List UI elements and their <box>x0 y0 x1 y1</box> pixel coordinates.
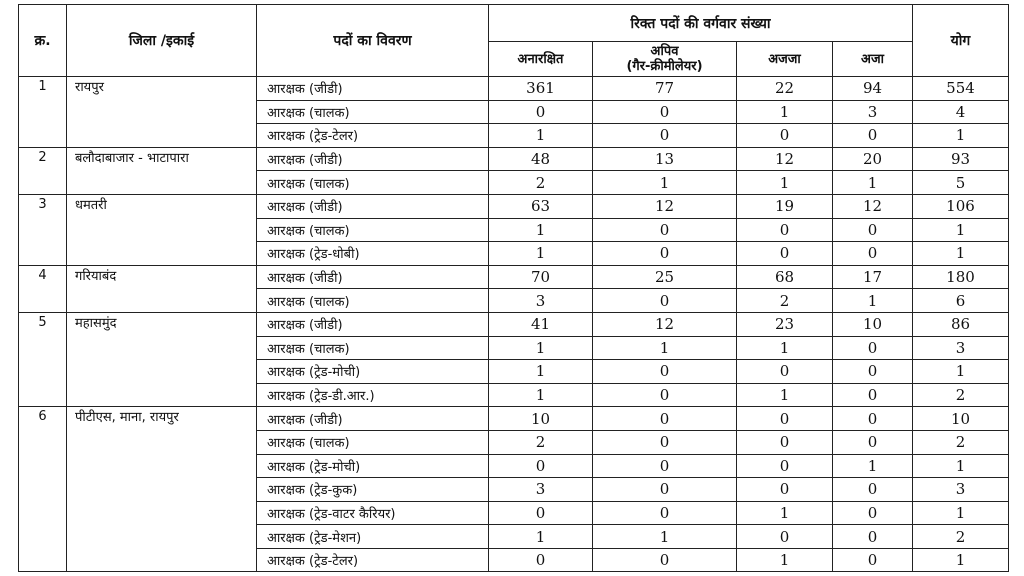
obc-cell: 0 <box>593 242 737 266</box>
st-cell: 0 <box>833 478 913 502</box>
obc-cell: 0 <box>593 478 737 502</box>
st-cell: 0 <box>833 383 913 407</box>
total-cell: 1 <box>913 454 1009 478</box>
st-cell: 12 <box>833 194 913 218</box>
serial-cell: 4 <box>19 265 67 312</box>
unreserved-cell: 41 <box>489 312 593 336</box>
header-sc: अजजा <box>737 42 833 77</box>
total-cell: 5 <box>913 171 1009 195</box>
st-cell: 1 <box>833 289 913 313</box>
total-cell: 1 <box>913 360 1009 384</box>
total-cell: 10 <box>913 407 1009 431</box>
total-cell: 1 <box>913 548 1009 572</box>
st-cell: 0 <box>833 407 913 431</box>
sc-cell: 2 <box>737 289 833 313</box>
district-cell: रायपुर <box>67 77 257 148</box>
total-cell: 2 <box>913 430 1009 454</box>
post-cell: आरक्षक (ट्रेड-डी.आर.) <box>257 383 489 407</box>
obc-cell: 12 <box>593 194 737 218</box>
unreserved-cell: 2 <box>489 430 593 454</box>
post-cell: आरक्षक (चालक) <box>257 171 489 195</box>
obc-cell: 13 <box>593 147 737 171</box>
st-cell: 0 <box>833 501 913 525</box>
sc-cell: 0 <box>737 430 833 454</box>
sc-cell: 1 <box>737 336 833 360</box>
unreserved-cell: 10 <box>489 407 593 431</box>
total-cell: 1 <box>913 124 1009 148</box>
st-cell: 0 <box>833 360 913 384</box>
header-st: अजा <box>833 42 913 77</box>
table-row <box>19 77 1009 101</box>
sc-cell: 0 <box>737 360 833 384</box>
unreserved-cell: 1 <box>489 218 593 242</box>
total-cell: 2 <box>913 383 1009 407</box>
unreserved-cell: 0 <box>489 100 593 124</box>
table-row <box>19 194 1009 218</box>
header-unreserved: अनारक्षित <box>489 42 593 77</box>
sc-cell: 22 <box>737 77 833 101</box>
st-cell: 1 <box>833 171 913 195</box>
district-cell: गरियाबंद <box>67 265 257 312</box>
unreserved-cell: 361 <box>489 77 593 101</box>
sc-cell: 68 <box>737 265 833 289</box>
sc-cell: 1 <box>737 100 833 124</box>
sc-cell: 23 <box>737 312 833 336</box>
post-cell: आरक्षक (चालक) <box>257 218 489 242</box>
obc-cell: 1 <box>593 171 737 195</box>
total-cell: 2 <box>913 525 1009 549</box>
total-cell: 3 <box>913 478 1009 502</box>
total-cell: 3 <box>913 336 1009 360</box>
obc-cell: 0 <box>593 360 737 384</box>
post-cell: आरक्षक (ट्रेड-टेलर) <box>257 124 489 148</box>
unreserved-cell: 48 <box>489 147 593 171</box>
table-row <box>19 265 1009 289</box>
post-cell: आरक्षक (जीडी) <box>257 194 489 218</box>
st-cell: 0 <box>833 548 913 572</box>
obc-cell: 0 <box>593 430 737 454</box>
st-cell: 94 <box>833 77 913 101</box>
obc-cell: 0 <box>593 218 737 242</box>
table-row <box>19 312 1009 336</box>
post-cell: आरक्षक (ट्रेड-मोची) <box>257 454 489 478</box>
st-cell: 0 <box>833 218 913 242</box>
obc-cell: 1 <box>593 336 737 360</box>
obc-cell: 0 <box>593 124 737 148</box>
sc-cell: 1 <box>737 501 833 525</box>
post-cell: आरक्षक (जीडी) <box>257 77 489 101</box>
post-cell: आरक्षक (जीडी) <box>257 147 489 171</box>
obc-cell: 0 <box>593 407 737 431</box>
sc-cell: 0 <box>737 242 833 266</box>
serial-cell: 5 <box>19 312 67 406</box>
post-cell: आरक्षक (ट्रेड-मेशन) <box>257 525 489 549</box>
sc-cell: 12 <box>737 147 833 171</box>
header-obc-label: अपिव <box>650 44 679 59</box>
st-cell: 0 <box>833 124 913 148</box>
sc-cell: 0 <box>737 124 833 148</box>
sc-cell: 1 <box>737 171 833 195</box>
obc-cell: 0 <box>593 289 737 313</box>
table-row <box>19 147 1009 171</box>
unreserved-cell: 2 <box>489 171 593 195</box>
serial-cell: 6 <box>19 407 67 572</box>
post-cell: आरक्षक (ट्रेड-कुक) <box>257 478 489 502</box>
header-total: योग <box>913 5 1009 77</box>
sc-cell: 0 <box>737 218 833 242</box>
unreserved-cell: 70 <box>489 265 593 289</box>
total-cell: 6 <box>913 289 1009 313</box>
header-obc-sublabel: (गैर-क्रीमीलेयर) <box>626 59 703 74</box>
obc-cell: 0 <box>593 383 737 407</box>
sc-cell: 1 <box>737 548 833 572</box>
post-cell: आरक्षक (ट्रेड-धोबी) <box>257 242 489 266</box>
st-cell: 3 <box>833 100 913 124</box>
total-cell: 4 <box>913 100 1009 124</box>
unreserved-cell: 1 <box>489 336 593 360</box>
vacancy-table-container <box>18 4 1008 572</box>
unreserved-cell: 63 <box>489 194 593 218</box>
total-cell: 1 <box>913 242 1009 266</box>
total-cell: 86 <box>913 312 1009 336</box>
serial-cell: 3 <box>19 194 67 265</box>
post-cell: आरक्षक (चालक) <box>257 100 489 124</box>
st-cell: 10 <box>833 312 913 336</box>
post-cell: आरक्षक (जीडी) <box>257 407 489 431</box>
header-vacancy-group: रिक्त पदों की वर्गवार संख्या <box>489 5 913 42</box>
sc-cell: 0 <box>737 407 833 431</box>
st-cell: 0 <box>833 525 913 549</box>
sc-cell: 0 <box>737 454 833 478</box>
st-cell: 0 <box>833 336 913 360</box>
unreserved-cell: 1 <box>489 360 593 384</box>
unreserved-cell: 0 <box>489 548 593 572</box>
total-cell: 1 <box>913 218 1009 242</box>
unreserved-cell: 1 <box>489 242 593 266</box>
obc-cell: 0 <box>593 501 737 525</box>
header-post: पदों का विवरण <box>257 5 489 77</box>
unreserved-cell: 1 <box>489 383 593 407</box>
district-cell: धमतरी <box>67 194 257 265</box>
sc-cell: 1 <box>737 383 833 407</box>
post-cell: आरक्षक (चालक) <box>257 336 489 360</box>
post-cell: आरक्षक (जीडी) <box>257 312 489 336</box>
total-cell: 180 <box>913 265 1009 289</box>
obc-cell: 25 <box>593 265 737 289</box>
obc-cell: 0 <box>593 454 737 478</box>
unreserved-cell: 1 <box>489 124 593 148</box>
table-row <box>19 407 1009 431</box>
total-cell: 93 <box>913 147 1009 171</box>
obc-cell: 0 <box>593 548 737 572</box>
district-cell: पीटीएस, माना, रायपुर <box>67 407 257 572</box>
obc-cell: 77 <box>593 77 737 101</box>
st-cell: 17 <box>833 265 913 289</box>
unreserved-cell: 3 <box>489 289 593 313</box>
sc-cell: 0 <box>737 525 833 549</box>
sc-cell: 19 <box>737 194 833 218</box>
sc-cell: 0 <box>737 478 833 502</box>
total-cell: 554 <box>913 77 1009 101</box>
st-cell: 0 <box>833 430 913 454</box>
header-obc <box>593 42 737 77</box>
post-cell: आरक्षक (जीडी) <box>257 265 489 289</box>
table-body <box>19 77 1009 572</box>
post-cell: आरक्षक (ट्रेड-मोची) <box>257 360 489 384</box>
header-serial: क्र. <box>19 5 67 77</box>
total-cell: 106 <box>913 194 1009 218</box>
post-cell: आरक्षक (ट्रेड-वाटर कैरियर) <box>257 501 489 525</box>
unreserved-cell: 0 <box>489 454 593 478</box>
vacancy-table <box>18 4 1009 572</box>
post-cell: आरक्षक (चालक) <box>257 430 489 454</box>
post-cell: आरक्षक (चालक) <box>257 289 489 313</box>
header-district: जिला /इकाई <box>67 5 257 77</box>
st-cell: 0 <box>833 242 913 266</box>
serial-cell: 2 <box>19 147 67 194</box>
st-cell: 1 <box>833 454 913 478</box>
obc-cell: 12 <box>593 312 737 336</box>
post-cell: आरक्षक (ट्रेड-टेलर) <box>257 548 489 572</box>
obc-cell: 1 <box>593 525 737 549</box>
st-cell: 20 <box>833 147 913 171</box>
district-cell: महासमुंद <box>67 312 257 406</box>
unreserved-cell: 3 <box>489 478 593 502</box>
obc-cell: 0 <box>593 100 737 124</box>
serial-cell: 1 <box>19 77 67 148</box>
total-cell: 1 <box>913 501 1009 525</box>
unreserved-cell: 0 <box>489 501 593 525</box>
unreserved-cell: 1 <box>489 525 593 549</box>
district-cell: बलौदाबाजार - भाटापारा <box>67 147 257 194</box>
